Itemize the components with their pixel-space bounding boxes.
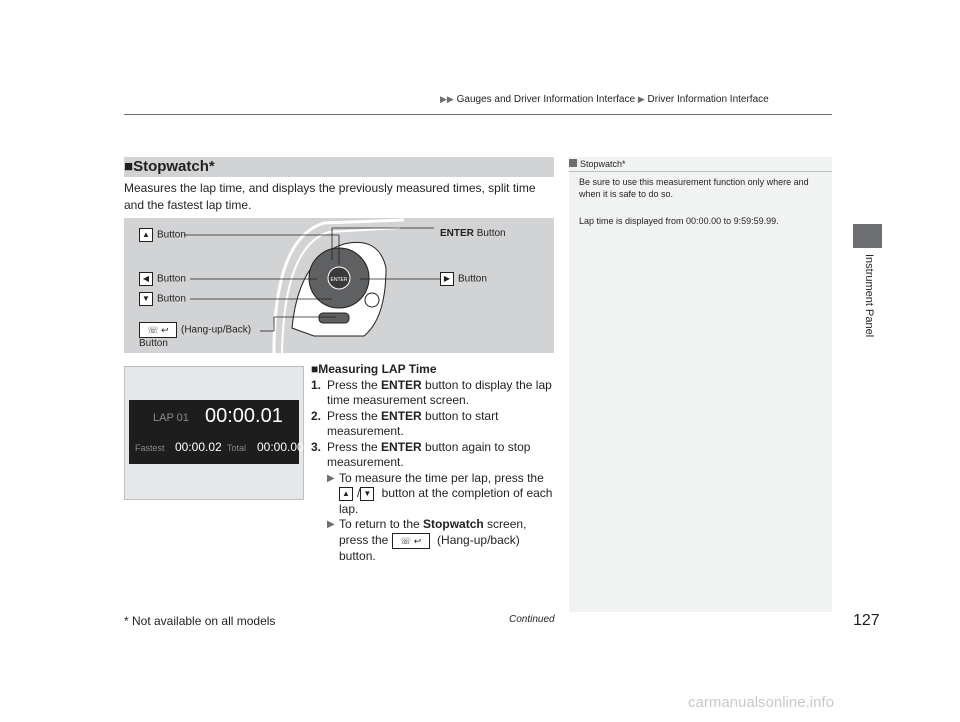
steering-switch-figure [124,218,554,353]
hang-up-button-label: ☏ ↩ (Hang-up/Back) Button [139,322,251,350]
note-text-1: Be sure to use this measurement function only where and when it is safe to do so. [579,177,809,199]
fastest-time: 00:00.02 [175,440,222,454]
note-rule [569,171,832,172]
hang-up-back-icon: ☏ ↩ [392,533,430,549]
procedure-heading: ■Measuring LAP Time [311,362,437,376]
up-button-label: ▲ Button [139,228,186,242]
total-label: Total [227,443,247,453]
hang-up-back-icon: ☏ ↩ [139,322,177,338]
continued-label: Continued [509,614,555,625]
total-time: 00:00.00 [257,440,304,454]
down-button-label: ▼ Button [139,292,186,306]
down-arrow-icon: ▼ [139,292,153,306]
intro-text: Measures the lap time, and displays the previously measured times, split time and the fastest lap time. [124,181,536,212]
page-number: 127 [853,612,880,629]
header-rule [124,114,832,115]
right-button-label: ▶ Button [440,272,487,286]
breadcrumb-arrow-icon: ▶▶ [440,94,454,104]
section-marker-icon: ■ [311,362,319,376]
step-3: 3. Press the ENTER button again to stop measurement. [311,439,531,469]
step-1: 1. Press the ENTER button to display the lap time measurement screen. [311,377,552,407]
note-title: Stopwatch* [569,157,832,171]
bullet-arrow-icon: ▶ [327,472,335,484]
up-arrow-icon: ▲ [139,228,153,242]
right-arrow-icon: ▶ [440,272,454,286]
section-title: ■Stopwatch* [124,158,215,175]
left-arrow-icon: ◀ [139,272,153,286]
bullet-arrow-icon: ▶ [327,519,335,530]
footnote: * Not available on all models [124,614,276,628]
section-marker-icon: ■ [124,158,134,175]
note-text-2: Lap time is displayed from 00:00.00 to 9:59:59.99. [579,216,779,226]
stopwatch-display [129,400,304,464]
stopwatch-screen-image [124,366,304,500]
chapter-tab [853,224,882,248]
breadcrumb-item: Driver Information Interface [647,94,769,105]
lap-time: 00:00.01 [205,405,283,427]
procedure [311,362,556,564]
lap-label: LAP 01 [153,412,189,424]
enter-button-label: ENTER Button [440,228,506,239]
breadcrumb-arrow-icon: ▶ [637,94,645,104]
breadcrumb [440,94,769,105]
substep-1: ▶ To measure the time per lap, press the ▲ / ▼ button at the completion of each lap. [327,470,553,516]
fastest-label: Fastest [135,443,165,453]
note-marker-icon [569,159,577,167]
step-2: 2. Press the ENTER button to start measurement. [311,408,499,438]
left-button-label: ◀ Button [139,272,186,286]
breadcrumb-item: Gauges and Driver Information Interface [456,94,636,105]
side-note [569,157,832,612]
substep-2: ▶ To return to the Stopwatch screen, press the ☏ ↩ (Hang-up/back) button. [327,517,527,563]
svg-text:ENTER: ENTER [330,277,348,283]
watermark: carmanualsonline.info [688,694,834,711]
up-arrow-icon: ▲ [339,487,353,501]
chapter-label: Instrument Panel [863,254,875,338]
down-arrow-icon: ▼ [360,487,374,501]
section-title-bar [124,157,554,177]
